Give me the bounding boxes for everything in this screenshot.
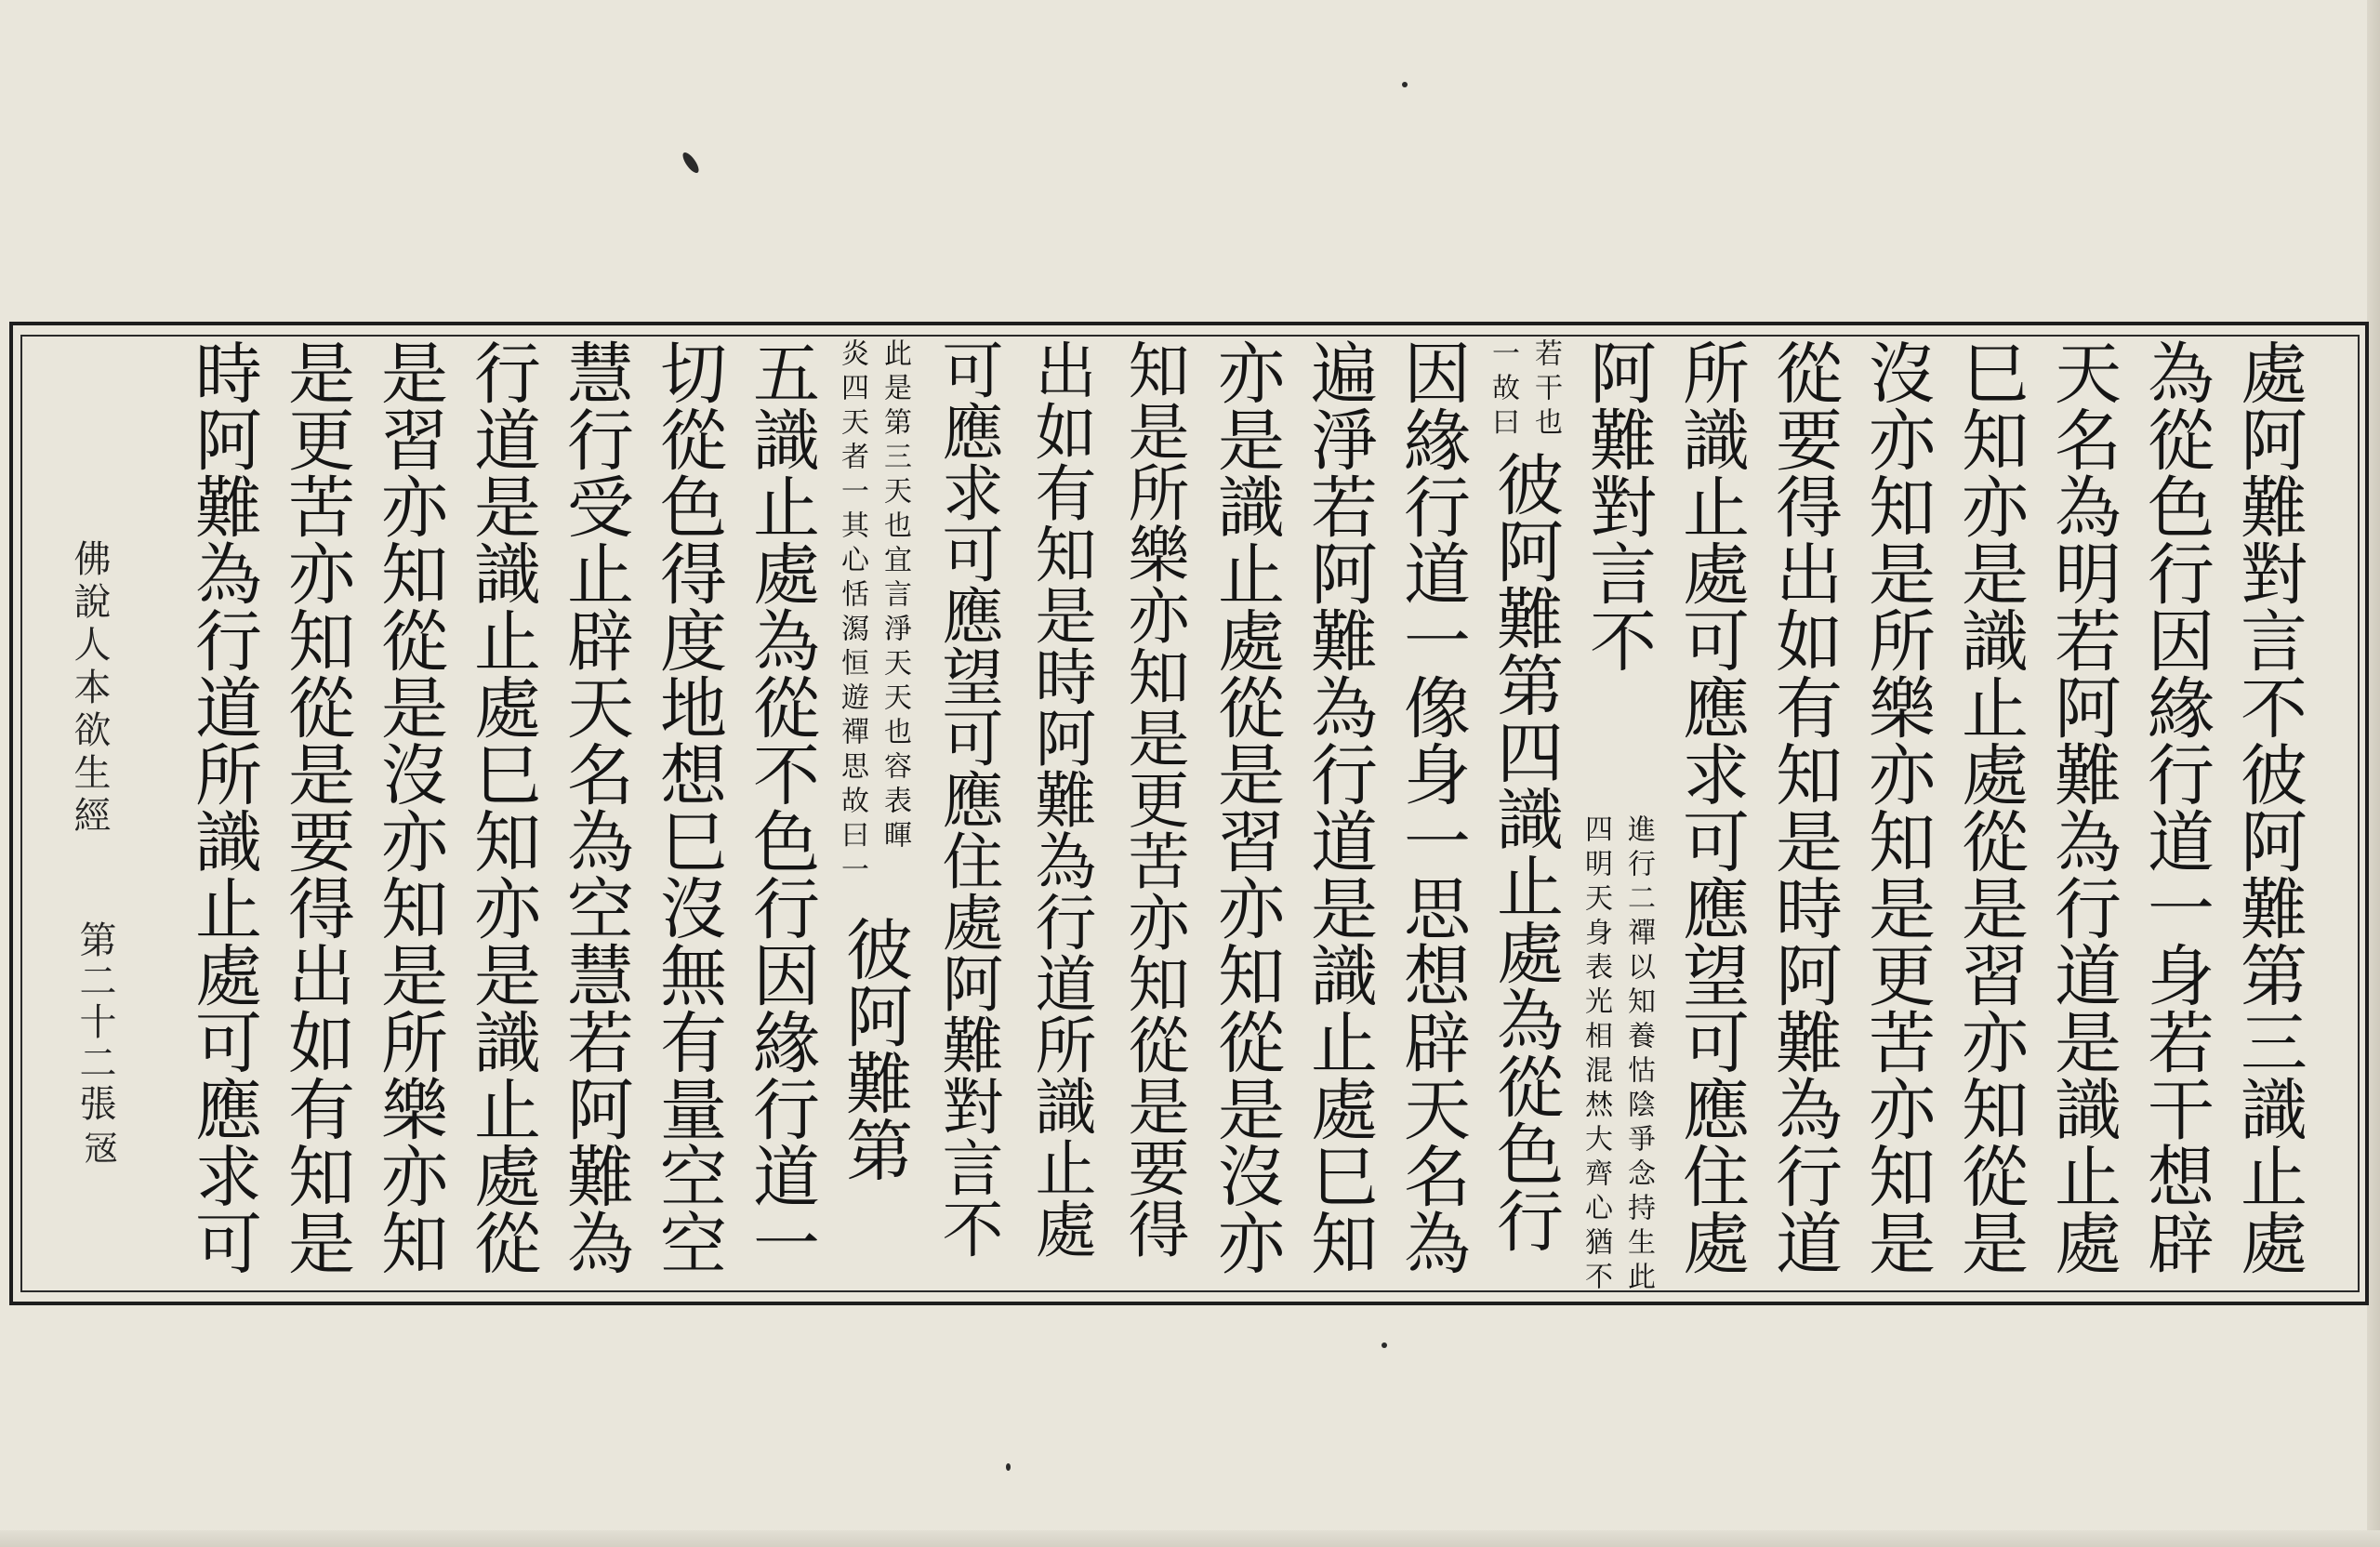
- note-line: 進行二禪以知養怙陰爭念持生此: [1622, 814, 1655, 1296]
- text-column: 是更苦亦知從是要得出如有知是: [277, 338, 355, 1276]
- sutra-title: 佛說人本欲生經: [68, 539, 111, 839]
- text-column: 可應求可應望可應住處阿難對言不: [932, 338, 1003, 1259]
- text-column: 所識止處可應求可應望可應住處: [1672, 338, 1750, 1276]
- text-column: 彼阿難第: [835, 915, 913, 1183]
- text-column: 知是所樂亦知是更苦亦知從是要得: [1117, 338, 1189, 1259]
- paper-speck: [680, 150, 701, 175]
- text-column-with-notes: [827, 338, 920, 1287]
- note-block: [1571, 803, 1664, 1296]
- text-column: 巳知亦是識止處從是習亦知從是: [1950, 338, 2029, 1276]
- note-block: [827, 338, 920, 896]
- note-block: [1478, 338, 1571, 450]
- text-column: 五識止處為從不色行因緣行道一: [742, 338, 820, 1276]
- text-column: 因緣行道一像身一思想辟天名為: [1393, 338, 1471, 1276]
- text-column: 慧行受止辟天名為空慧若阿難為: [556, 338, 634, 1276]
- text-column: 時阿難為行道所識止處可應求可: [184, 338, 262, 1276]
- text-block: [158, 338, 2315, 1296]
- text-column: 沒亦知是所樂亦知是更苦亦知是: [1858, 338, 1936, 1276]
- paper-speck: [1402, 82, 1408, 87]
- note-line: 若干也: [1529, 338, 1562, 442]
- text-column: 彼阿難第四識止處為從色行: [1486, 450, 1564, 1253]
- text-column: 出如有知是時阿難為行道所識止處: [1025, 338, 1096, 1259]
- paper-speck: [1006, 1463, 1011, 1471]
- text-column: 處阿難對言不彼阿難第三識止處: [2229, 338, 2307, 1276]
- text-column: 是習亦知從是沒亦知是所樂亦知: [370, 338, 448, 1276]
- text-column: 阿難對言不: [1579, 338, 1657, 673]
- page-edge-bottom: [0, 1530, 2380, 1547]
- text-column: 天名為明若阿難為行道是識止處: [2043, 338, 2122, 1276]
- note-line: 炎四天者一其心恬㵼恒遊禪思故曰一: [836, 338, 868, 889]
- leaf-number: 第二十二張: [73, 920, 116, 1125]
- text-column: 遍淨若阿難為行道是識止處巳知: [1300, 338, 1378, 1276]
- text-column-with-notes: [1478, 338, 1571, 1287]
- text-column: 切從色得度地想巳沒無有量空空: [649, 338, 727, 1276]
- text-column: 亦是識止處從是習亦知從是沒亦: [1207, 338, 1285, 1276]
- note-line: 此是第三天也宜言淨天天也容表暉: [879, 338, 911, 854]
- text-column: 為從色行因緣行道一身若干想辟: [2136, 338, 2215, 1276]
- page-edge: [2367, 0, 2380, 1547]
- paper-speck: [1382, 1342, 1387, 1348]
- note-line: 四明天身表光相混㷊大齊心猶不: [1580, 814, 1612, 1296]
- text-column: 行道是識止處巳知亦是識止處從: [463, 338, 541, 1276]
- text-column-with-notes: [1571, 338, 1664, 1296]
- text-column: 從要得出如有知是時阿難為行道: [1765, 338, 1843, 1276]
- carver-mark: 㓂: [79, 1130, 117, 1164]
- note-line: 一故曰: [1487, 338, 1519, 442]
